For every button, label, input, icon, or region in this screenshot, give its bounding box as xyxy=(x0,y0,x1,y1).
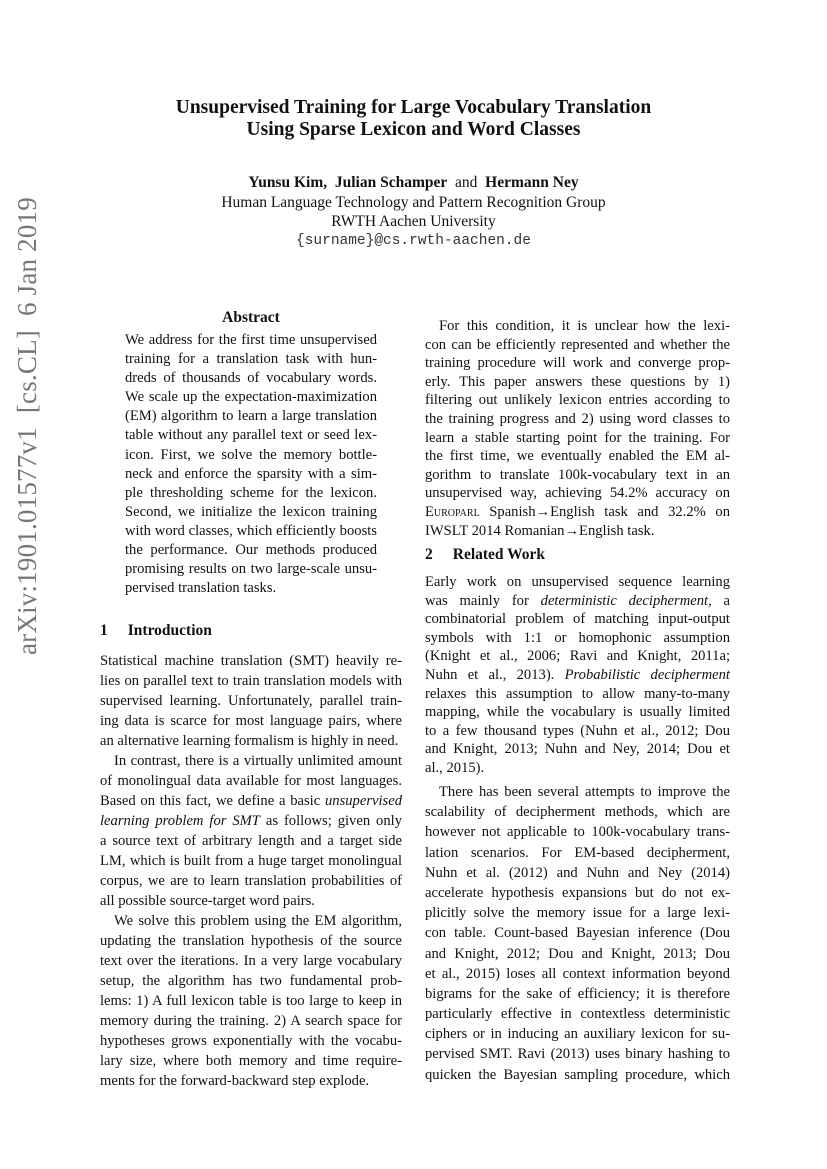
text-line: lary size, where both memory and time require- xyxy=(100,1053,402,1069)
author-and: and xyxy=(455,174,478,191)
arxiv-category: [cs.CL] xyxy=(12,330,42,414)
section-title: Introduction xyxy=(127,622,212,639)
author: Yunsu Kim, xyxy=(248,174,328,191)
text-line: with word classes, which efficiently boosts xyxy=(125,522,377,539)
text-line: updating the translation hypothesis of the source xyxy=(100,933,402,949)
text-line: lems: 1) A full lexicon table is too large to keep in xyxy=(100,993,402,1009)
text-line: Early work on unsupervised sequence learning xyxy=(425,574,730,590)
text-line: scalability of decipherment methods, which are xyxy=(425,804,730,821)
text-line: Statistical machine translation (SMT) heavily re- xyxy=(100,653,402,669)
text-line: was mainly for deterministic decipherment, a xyxy=(425,592,730,609)
text-line: There has been several attempts to improve the xyxy=(439,784,730,800)
author-block xyxy=(0,173,827,252)
author-names xyxy=(0,173,827,193)
text-line: table without any parallel text or seed lex- xyxy=(125,427,377,444)
text-line: We scale up the expectation-maximization xyxy=(125,389,377,406)
text-line: relaxes this assumption to allow many-to-many xyxy=(425,685,730,702)
author: Julian Schamper xyxy=(334,174,448,191)
text-line: dreds of thousands of vocabulary words. xyxy=(125,370,377,387)
text-line: corpus, we are to learn translation probabilities of xyxy=(100,873,402,889)
text-line: filtering out unlikely lexicon entries according to xyxy=(425,392,730,409)
text-line: bigrams for the sake of efficiency; it is therefore xyxy=(425,985,730,1002)
text-line: Europarl Spanish→English task and 32.2% on xyxy=(425,503,730,520)
text-line: neck and enforce the sparsity with a sim- xyxy=(125,465,377,482)
author: Hermann Ney xyxy=(485,174,579,191)
text-line: ciphers or in inducing an auxiliary lexicon for su- xyxy=(425,1026,730,1043)
section-heading-related-work xyxy=(425,545,545,565)
text-line: the first time, we eventually enabled the EM al- xyxy=(425,448,730,465)
text-line: et al., 2015) loses all context information beyond xyxy=(425,965,730,982)
text-line: pervised SMT. Ravi (2013) uses binary hashing to xyxy=(425,1046,730,1063)
text-line: ple thresholding scheme for the lexicon. xyxy=(125,484,377,501)
text-line: plicitly solve the memory issue for a large lexi- xyxy=(425,905,730,922)
text-line: lies on parallel text to train translation models with xyxy=(100,673,402,689)
text-line: Based on this fact, we define a basic unsupervised xyxy=(100,793,402,809)
text-line: ments for the forward-backward step explode. xyxy=(100,1073,370,1089)
text-line: (EM) algorithm to learn a large translation xyxy=(125,408,377,425)
text-line: For this condition, it is unclear how the lexi- xyxy=(439,318,730,334)
text-line: the performance. Our methods produced xyxy=(125,542,377,559)
text-line: Second, we initialize the lexicon training xyxy=(125,503,377,520)
text-line: erly. This paper answers these questions by 1) xyxy=(425,373,730,390)
text-line: and Knight, 2012; Dou and Knight, 2013; Dou xyxy=(425,945,730,962)
text-line: training procedure will work and converge prop- xyxy=(425,355,730,372)
text-line: promising results on two large-scale unsu- xyxy=(125,561,377,578)
text-line: We address for the first time unsupervised xyxy=(125,332,377,348)
text-line: quicken the Bayesian sampling procedure, which xyxy=(425,1066,730,1083)
text-line: unsupervised way, achieving 54.2% accuracy on xyxy=(425,485,730,502)
email: {surname}@cs.rwth-aachen.de xyxy=(296,233,531,250)
arxiv-date: 6 Jan 2019 xyxy=(12,197,42,317)
text-line: however not applicable to 100k-vocabulary trans- xyxy=(425,824,730,841)
abstract-heading: Abstract xyxy=(222,309,280,326)
section-title: Related Work xyxy=(452,546,546,563)
text-line: In contrast, there is a virtually unlimited amount xyxy=(114,753,402,769)
text-line: hypotheses grows exponentially with the vocabu- xyxy=(100,1033,402,1049)
introduction-text xyxy=(100,651,402,1091)
related-work-paragraph xyxy=(425,573,730,778)
text-line: training for a translation task with hun- xyxy=(125,351,377,368)
text-line: learning problem for SMT as follows; given only xyxy=(100,813,402,829)
text-line: combinatorial problem of matching input-output xyxy=(425,611,730,628)
text-line: the training progress and 2) using word classes to xyxy=(425,410,730,427)
introduction-text-continued xyxy=(425,317,730,540)
section-heading-introduction xyxy=(100,621,212,641)
text-line: all possible source-target word pairs. xyxy=(100,893,315,909)
title-line: Using Sparse Lexicon and Word Classes xyxy=(246,119,581,140)
text-line: lation scenarios. For EM-based decipherment, xyxy=(425,844,730,861)
text-line: of monolingual data available for most languages. xyxy=(100,773,402,789)
text-line: We solve this problem using the EM algorithm, xyxy=(114,913,402,929)
text-line: supervised learning. Unfortunately, parallel train- xyxy=(100,693,402,709)
text-line: mapping, while the vocabulary is usually limited xyxy=(425,704,730,721)
text-line: a source text of arbitrary length and a target side xyxy=(100,833,402,849)
text-line: al., 2015). xyxy=(425,759,485,776)
text-line: pervised translation tasks. xyxy=(125,580,277,597)
text-line: con can be efficiently represented and whether the xyxy=(425,336,730,353)
abstract-text xyxy=(125,331,377,598)
arxiv-id: arXiv:1901.01577v1 xyxy=(12,427,42,655)
affiliation: Human Language Technology and Pattern Recognition Group xyxy=(221,193,606,211)
related-work-paragraph xyxy=(425,782,730,1085)
university: RWTH Aachen University xyxy=(331,213,496,231)
text-line: to a few thousand types (Nuhn et al., 2012; Dou xyxy=(425,722,730,739)
text-line: IWSLT 2014 Romanian→English task. xyxy=(425,522,655,539)
text-line: text over the iterations. In a very large vocabulary xyxy=(100,953,402,969)
title-line: Unsupervised Training for Large Vocabulary Translation xyxy=(175,97,652,118)
section-number: 1 xyxy=(100,622,108,639)
text-line: learn a stable starting point for the training. For xyxy=(425,429,730,446)
text-line: particularly effective in contextless deterministic xyxy=(425,1006,730,1023)
text-line: LM, which is built from a huge target monolingual xyxy=(100,853,402,869)
arxiv-stamp xyxy=(12,183,43,655)
text-line: Nuhn et al. (2012) and Nuhn and Ney (2014) xyxy=(425,864,730,881)
paper-title xyxy=(0,97,827,141)
text-line: con table. Count-based Bayesian inference (Dou xyxy=(425,925,730,942)
text-line: an alternative learning formalism is highly in need. xyxy=(100,733,399,749)
text-line: icon. First, we solve the memory bottle- xyxy=(125,446,377,463)
text-line: ing data is scarce for most language pairs, where xyxy=(100,713,402,729)
section-number: 2 xyxy=(425,546,433,563)
text-line: symbols with 1:1 or homophonic assumption xyxy=(425,629,730,646)
text-line: accelerate hypothesis expansions but do not ex- xyxy=(425,884,730,901)
text-line: gorithm to translate 100k-vocabulary text in an xyxy=(425,466,730,483)
text-line: setup, the algorithm has two fundamental prob- xyxy=(100,973,402,989)
text-line: memory during the training. 2) A search space for xyxy=(100,1013,402,1029)
text-line: and Knight, 2013; Nuhn and Ney, 2014; Dou et xyxy=(425,741,730,758)
text-line: Nuhn et al., 2013). Probabilistic decipherment xyxy=(425,666,730,683)
text-line: (Knight et al., 2006; Ravi and Knight, 2011a; xyxy=(425,648,730,665)
